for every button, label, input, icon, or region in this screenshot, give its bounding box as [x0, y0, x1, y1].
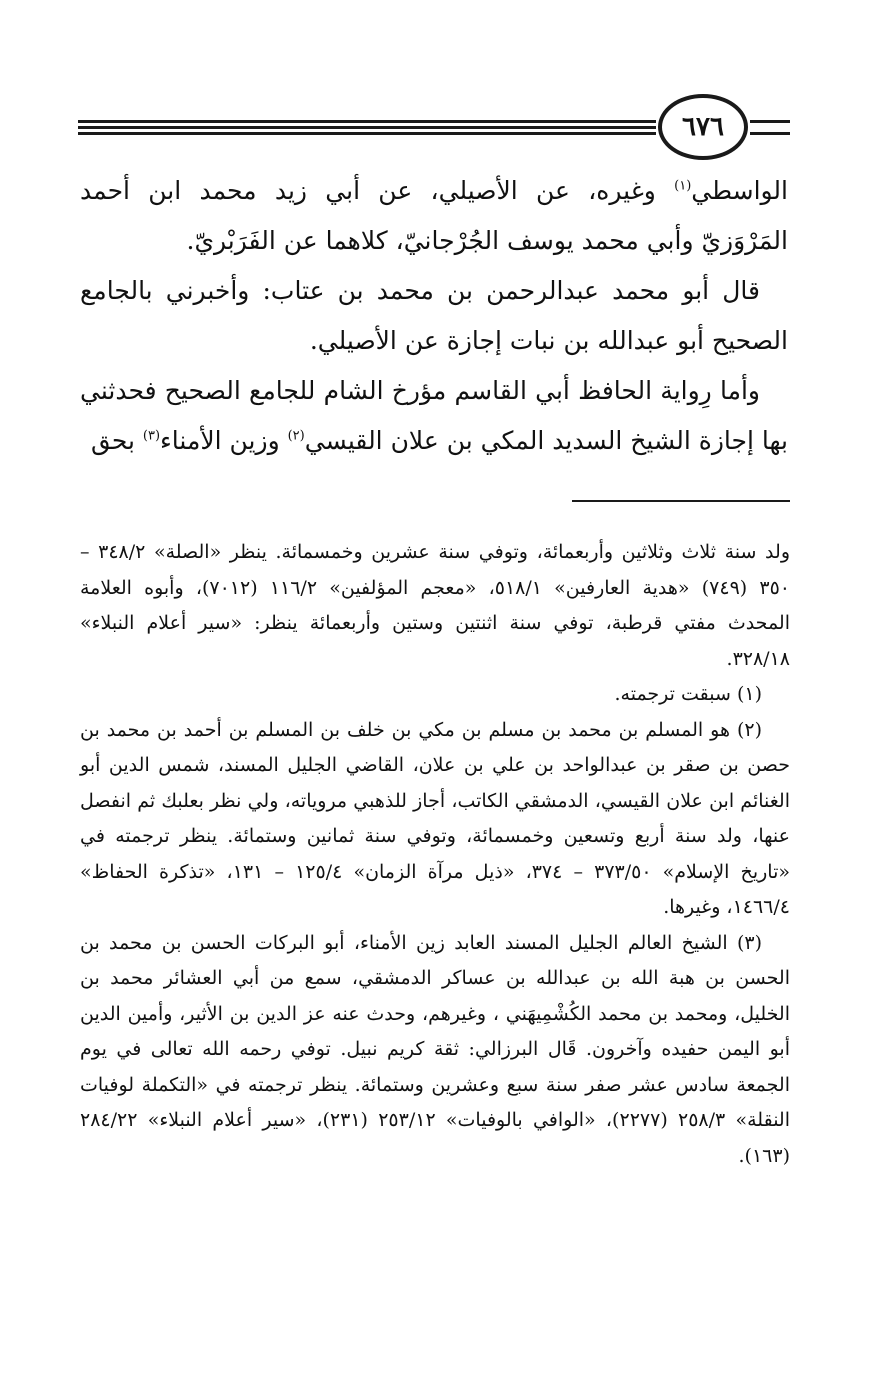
footnote: (٢) هو المسلم بن محمد بن مسلم بن مكي بن خلف بن المسلم بن أحمد بن محمد بن حصن بن صقر بن عبدالواحد بن علي بن علان، القاضي الجليل المسند، شمس الدين أبو الغنائم ابن علان القيسي، الدمشقي الكاتب، أجاز للذهبي مروياته، ولي نظر بعلبك ثم انفصل عنها، ولد سنة أربع وتسعين وخمسمائة، وتوفي سنة ثمانين وستمائة. ينظر ترجمته في «تاريخ الإسلام» ٣٧٣/٥٠ – ٣٧٤، «ذيل مرآة الزمان» ١٢٥/٤ – ١٣١، «تذكرة الحفاظ» ١٤٦٦/٤، وغيرها.: [80, 718, 790, 918]
page-header: [78, 88, 790, 168]
paragraph: [80, 366, 788, 466]
footnotes: [80, 535, 790, 1174]
header-rule: [78, 132, 656, 135]
paragraph-text: الواسطي: [691, 176, 788, 205]
paragraph: [80, 166, 788, 266]
footnote-ref: (٣): [142, 428, 161, 444]
main-text: [80, 166, 788, 466]
paragraph-text: وغيره، عن الأصيلي، عن أبي زيد محمد ابن أحمد المَرْوَزيّ وأبي محمد يوسف الجُرْجانيّ، كلاهما عن الفَرَبْريّ.: [80, 176, 788, 255]
header-rule-right: [750, 120, 790, 123]
paragraph: قال أبو محمد عبدالرحمن بن محمد بن عتاب: وأخبرني بالجامع الصحيح أبو عبدالله بن نبات إجازة عن الأصيلي.: [80, 276, 788, 355]
paragraph-text: وزين الأمناء: [160, 426, 288, 455]
paragraph-text: بحق: [91, 426, 143, 455]
footnote-continuation: ولد سنة ثلاث وثلاثين وأربعمائة، وتوفي سنة عشرين وخمسمائة. ينظر «الصلة» ٣٤٨/٢ – ٣٥٠ (٧٤٩) «هدية العارفين» ٥١٨/١، «معجم المؤلفين» ١١٦/٢ (٧٠١٢)، وأبوه العلامة المحدث مفتي قرطبة، توفي سنة اثنتين وستين وأربعمائة ينظر: «سير أعلام النبلاء» ٣٢٨/١٨.: [80, 541, 791, 670]
header-rule: [78, 120, 656, 123]
page-number: ٦٧٦: [658, 94, 748, 160]
header-rule: [78, 126, 656, 129]
header-rule-right: [750, 132, 790, 135]
footnote: (١) سبقت ترجمته.: [614, 683, 762, 705]
footnote-ref: (١): [674, 178, 692, 194]
footnote-separator: [572, 500, 790, 502]
footnote: (٣) الشيخ العالم الجليل المسند العابد زين الأمناء، أبو البركات الحسن بن محمد بن الحسن بن هبة الله بن عبدالله بن عساكر الدمشقي، سمع من أبي العشائر محمد بن الخليل، ومحمد بن محمد الكُشْمِيهَني ، وغيرهم، وحدث عنه عز الدين بن الأثير، وأمين الدين أبو اليمن حفيده وآخرون. قَال البرزالي: ثقة كريم نبيل. توفي رحمه الله تعالى في يوم الجمعة سادس عشر صفر سنة سبع وعشرين وستمائة. ينظر ترجمته في «التكملة لوفيات النقلة» ٢٥٨/٣ (٢٢٧٧)، «الوافي بالوفيات» ٢٥٣/١٢ (٢٣١)، «سير أعلام النبلاء» ٢٨٤/٢٢ (١٦٣).: [80, 931, 790, 1167]
paragraph-text: وأما رِواية الحافظ أبي القاسم مؤرخ الشام للجامع الصحيح فحدثني بها إجازة الشيخ السديد المكي بن علان القيسي: [80, 376, 788, 455]
footnote-ref: (٢): [287, 428, 305, 444]
